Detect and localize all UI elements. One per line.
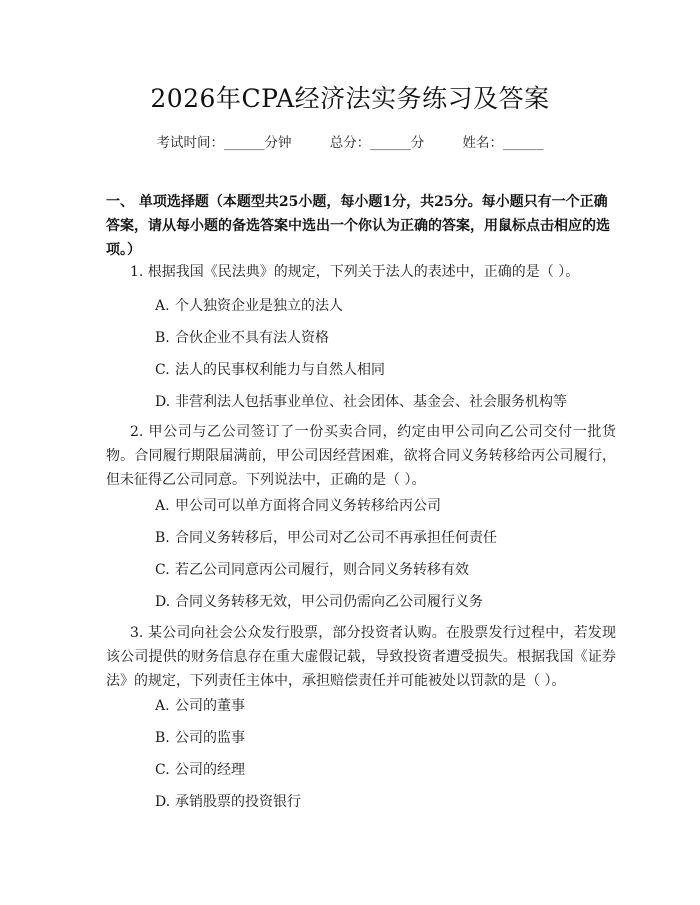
question-2-stem: 2. 甲公司与乙公司签订了一份买卖合同，约定由甲公司向乙公司交付一批货物。合同履行期限届满前，甲公司因经营困难，欲将合同义务转移给丙公司履行，但未征得乙公司同意。下列说法中，正确的是（ ）。 bbox=[106, 424, 616, 488]
option-letter: A. bbox=[155, 298, 170, 314]
option-text: 甲公司可以单方面将合同义务转移给丙公司 bbox=[175, 498, 441, 514]
option-text: 非营利法人包括事业单位、社会团体、基金会、社会服务机构等 bbox=[175, 394, 567, 410]
question-1-option-a[interactable] bbox=[155, 294, 615, 318]
question-1-option-d[interactable] bbox=[155, 390, 615, 414]
option-letter: C. bbox=[155, 762, 170, 778]
option-letter: D. bbox=[155, 394, 171, 410]
option-text: 合伙企业不具有法人资格 bbox=[175, 330, 329, 346]
question-3-option-c[interactable] bbox=[155, 758, 615, 782]
option-text: 若乙公司同意丙公司履行，则合同义务转移有效 bbox=[175, 562, 469, 578]
question-1-stem: 1. 根据我国《民法典》的规定，下列关于法人的表述中，正确的是（ ）。 bbox=[130, 264, 580, 280]
option-text: 法人的民事权利能力与自然人相同 bbox=[175, 362, 385, 378]
question-2-option-d[interactable] bbox=[155, 590, 615, 614]
option-letter: A. bbox=[155, 498, 170, 514]
question-2-option-b[interactable] bbox=[155, 526, 615, 550]
option-letter: B. bbox=[155, 330, 170, 346]
option-letter: D. bbox=[155, 794, 171, 810]
option-text: 公司的经理 bbox=[175, 762, 245, 778]
option-letter: C. bbox=[155, 562, 170, 578]
question-3-option-a[interactable] bbox=[155, 694, 615, 718]
option-letter: B. bbox=[155, 730, 170, 746]
option-text: 合同义务转移后，甲公司对乙公司不再承担任何责任 bbox=[175, 530, 497, 546]
question-2-option-a[interactable] bbox=[155, 494, 615, 518]
question-1-option-b[interactable] bbox=[155, 326, 615, 350]
question-3-stem: 3. 某公司向社会公众发行股票，部分投资者认购。在股票发行过程中，若发现该公司提供的财务信息存在重大虚假记载，导致投资者遭受损失。根据我国《证券法》的规定，下列责任主体中，承担赔偿责任并可能被处以罚款的是（ ）。 bbox=[106, 625, 616, 689]
option-text: 公司的董事 bbox=[175, 698, 245, 714]
option-letter: B. bbox=[155, 530, 170, 546]
option-text: 个人独资企业是独立的法人 bbox=[175, 298, 343, 314]
exam-name: 姓名：______ bbox=[462, 135, 544, 151]
exam-time: 考试时间：______分钟 bbox=[156, 135, 292, 151]
section-heading: 一、 单项选择题（本题型共25小题，每小题1分，共25分。每小题只有一个正确答案，请从每小题的备选答案中选出一个你认为正确的答案，用鼠标点击相应的选项。） bbox=[106, 194, 610, 258]
exam-meta bbox=[0, 133, 700, 153]
option-letter: D. bbox=[155, 594, 171, 610]
option-letter: C. bbox=[155, 362, 170, 378]
option-text: 公司的监事 bbox=[175, 730, 245, 746]
option-text: 承销股票的投资银行 bbox=[175, 794, 301, 810]
page-title: 2026年CPA经济法实务练习及答案 bbox=[150, 84, 550, 113]
question-3-option-b[interactable] bbox=[155, 726, 615, 750]
option-letter: A. bbox=[155, 698, 170, 714]
question-3-option-d[interactable] bbox=[155, 790, 615, 814]
question-1-option-c[interactable] bbox=[155, 358, 615, 382]
exam-score: 总分：______分 bbox=[329, 135, 425, 151]
option-text: 合同义务转移无效，甲公司仍需向乙公司履行义务 bbox=[175, 594, 483, 610]
question-2-option-c[interactable] bbox=[155, 558, 615, 582]
